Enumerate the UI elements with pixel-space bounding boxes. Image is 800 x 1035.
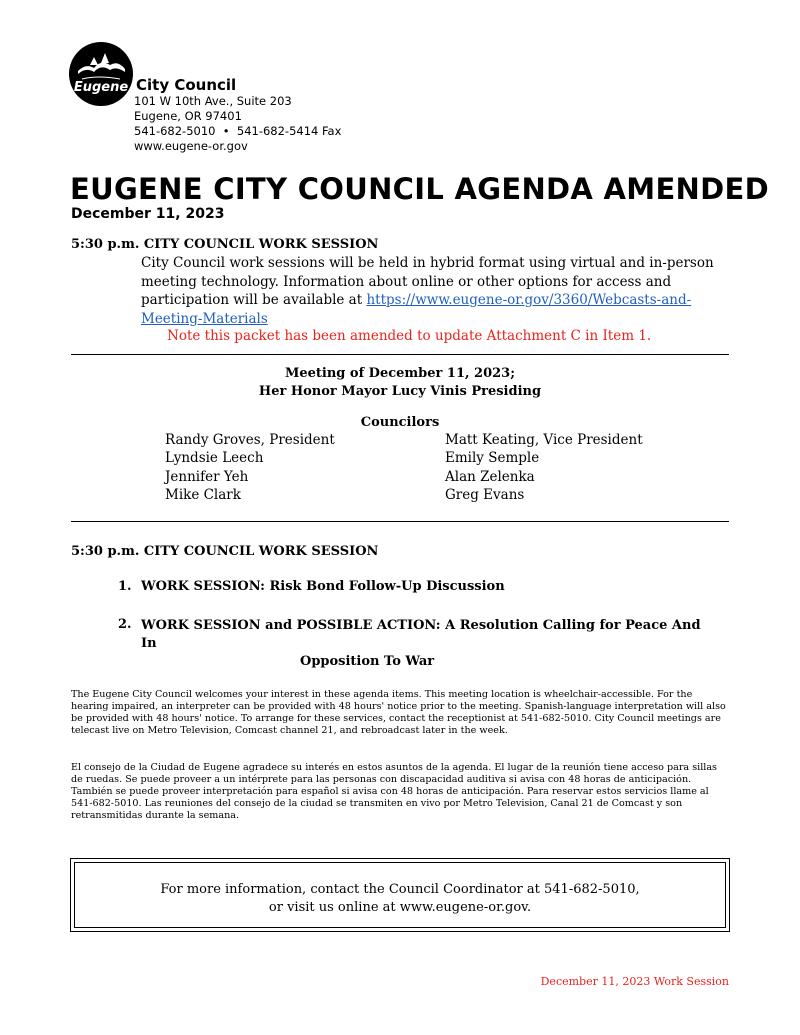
agenda-item-title-line-2: Opposition To War [300, 654, 435, 669]
address-line-2: Eugene, OR 97401 [134, 109, 242, 123]
divider [71, 521, 729, 522]
agenda-date: December 11, 2023 [71, 206, 225, 222]
councilor-name: Jennifer Yeh [165, 469, 249, 485]
councilor-name: Alan Zelenka [445, 469, 535, 485]
contact-info-line-1: For more information, contact the Council Coordinator at 541-682-5010, [160, 882, 640, 897]
presiding-mayor: Her Honor Mayor Lucy Vinis Presiding [258, 384, 542, 399]
org-name: City Council [136, 76, 237, 94]
website-text: www.eugene-or.gov [134, 139, 248, 153]
councilor-name: Greg Evans [445, 487, 525, 503]
contact-info-line-2: or visit us online at www.eugene-or.gov. [268, 900, 532, 915]
meeting-title: Meeting of December 11, 2023; [284, 366, 516, 381]
accessibility-notice-english: The Eugene City Council welcomes your interest in these agenda items. This meeting location is wheelchair-accessible. For the hearing impaired, an interpreter can be provided with 48 hours' notice prior to the meeting. Spanish-language interpretation will also be provided with 48 hours' notice. To arrange for these services, contact the receptionist at 541-682-5010. City Council meetings are telecast live on Metro Television, Comcast channel 21, and rebroadcast later in the week. [71, 689, 726, 736]
councilor-name: Emily Semple [445, 450, 540, 466]
accessibility-notice-spanish: El consejo de la Ciudad de Eugene agradece su interés en estos asuntos de la agenda. El lugar de la reunión tiene acceso para sillas de ruedas. Se puede proveer a un intérprete para las personas con discapacidad auditiva si avisa con 48 horas de anticipación. También se puede proveer interpretación para español si avisa con 48 horas de anticipación. Para reservar estos servicios llame al 541-682-5010. Las reuniones del consejo de la ciudad se transmiten en vivo por Metro Television, Canal 21 de Comcast y son retransmitidas durante la semana. [71, 762, 717, 821]
councilor-name: Matt Keating, Vice President [445, 432, 643, 448]
councilor-name: Mike Clark [165, 487, 241, 503]
councilor-name: Lyndsie Leech [165, 450, 264, 466]
address-line-1: 101 W 10th Ave., Suite 203 [134, 94, 292, 108]
agenda-session-heading: 5:30 p.m. CITY COUNCIL WORK SESSION [71, 544, 379, 559]
webcasts-link[interactable]: https://www.eugene-or.gov/3360/Webcasts-and-Meeting-Materials [141, 292, 692, 327]
councilor-name: Randy Groves, President [165, 432, 335, 448]
footer-session-note: December 11, 2023 Work Session [540, 975, 729, 988]
eugene-logo [68, 41, 134, 107]
agenda-item-title-line-1: WORK SESSION and POSSIBLE ACTION: A Resolution Calling for Peace And In [141, 618, 701, 651]
logo-text: Eugene [73, 80, 129, 95]
agenda-item-number: 2. [118, 617, 132, 632]
phone-fax-line: 541-682-5010 • 541-682-5414 Fax [134, 124, 342, 138]
work-session-description [141, 254, 731, 328]
agenda-item-number: 1. [118, 579, 132, 594]
contact-info-box [70, 858, 730, 932]
amendment-note: Note this packet has been amended to update Attachment C in Item 1. [167, 328, 652, 344]
contact-info-box-inner-border [74, 862, 726, 928]
agenda-item-title: WORK SESSION: Risk Bond Follow-Up Discussion [141, 579, 505, 594]
councilors-heading: Councilors [360, 415, 440, 430]
page-title: EUGENE CITY COUNCIL AGENDA AMENDED [70, 172, 769, 206]
work-session-heading: 5:30 p.m. CITY COUNCIL WORK SESSION [71, 237, 379, 252]
divider [71, 354, 729, 355]
agenda-item-title [141, 617, 701, 671]
work-session-description-text: City Council work sessions will be held in hybrid format using virtual and in-person meeting technology. Information about online or other options for access and participation will be available at [141, 255, 714, 308]
